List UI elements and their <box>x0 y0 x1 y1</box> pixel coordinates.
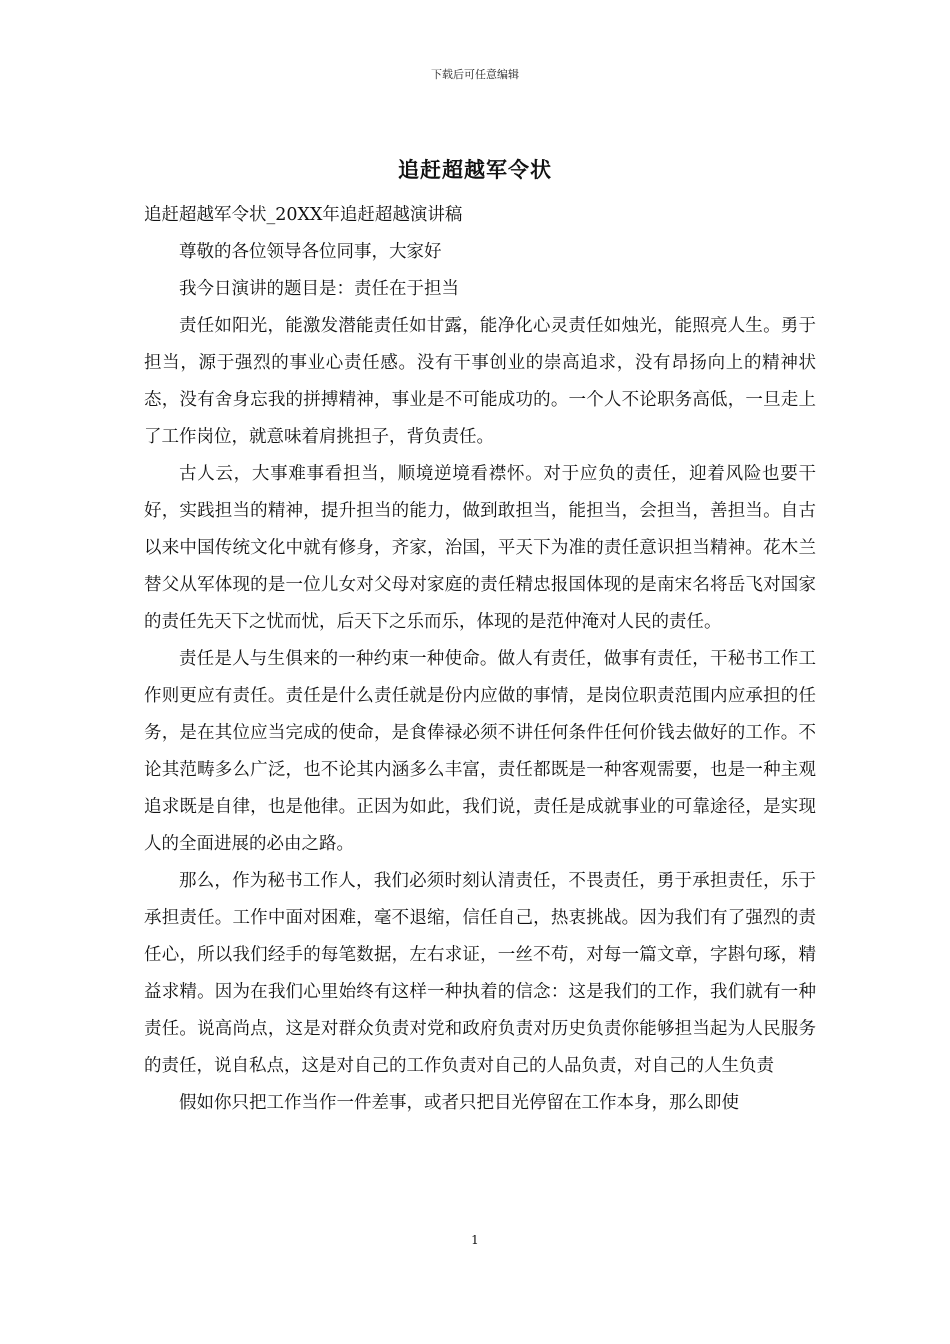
paragraph-body: 古人云，大事难事看担当，顺境逆境看襟怀。对于应负的责任，迎着风险也要干好，实践担当的精神，提升担当的能力，做到敢担当，能担当，会担当，善担当。自古以来中国传统文化中就有修身，齐家，治国，平天下为准的责任意识担当精神。花木兰替父从军体现的是一位儿女对父母对家庭的责任精忠报国体现的是南宋名将岳飞对国家的责任先天下之忧而忧，后天下之乐而乐，体现的是范仲淹对人民的责任。 <box>144 464 816 632</box>
paragraph-topic: 我今日演讲的题目是：责任在于担当 <box>179 279 459 299</box>
paragraph-body: 责任如阳光，能激发潜能责任如甘露，能净化心灵责任如烛光，能照亮人生。勇于担当，源于强烈的事业心责任感。没有干事创业的崇高追求，没有昂扬向上的精神状态，没有舍身忘我的拼搏精神，事业是不可能成功的。一个人不论职务高低，一旦走上了工作岗位，就意味着肩挑担子，背负责任。 <box>144 316 816 447</box>
document-title: 追赶超越军令状 <box>398 157 552 182</box>
document-body <box>144 197 816 1122</box>
document-subtitle: 追赶超越军令状_20XX年追赶超越演讲稿 <box>144 205 463 225</box>
paragraph-body: 假如你只把工作当作一件差事，或者只把目光停留在工作本身，那么即使 <box>179 1093 739 1113</box>
paragraph-body: 那么，作为秘书工作人，我们必须时刻认清责任，不畏责任，勇于承担责任，乐于承担责任。工作中面对困难，毫不退缩，信任自己，热衷挑战。因为我们有了强烈的责任心，所以我们经手的每笔数据，左右求证，一丝不苟，对每一篇文章，字斟句琢，精益求精。因为在我们心里始终有这样一种执着的信念：这是我们的工作，我们就有一种责任。说高尚点，这是对群众负责对党和政府负责对历史负责你能够担当起为人民服务的责任，说自私点，这是对自己的工作负责对自己的人品负责，对自己的人生负责 <box>144 871 816 1076</box>
page-number: 1 <box>471 1233 479 1247</box>
paragraph-greeting: 尊敬的各位领导各位同事，大家好 <box>179 242 442 262</box>
page-header-note: 下载后可任意编辑 <box>431 68 519 81</box>
paragraph-body: 责任是人与生俱来的一种约束一种使命。做人有责任，做事有责任，干秘书工作工作则更应有责任。责任是什么责任就是份内应做的事情，是岗位职责范围内应承担的任务，是在其位应当完成的使命，是食俸禄必须不讲任何条件任何价钱去做好的工作。不论其范畴多么广泛，也不论其内涵多么丰富，责任都既是一种客观需要，也是一种主观追求既是自律，也是他律。正因为如此，我们说，责任是成就事业的可靠途径，是实现人的全面进展的必由之路。 <box>144 649 816 854</box>
